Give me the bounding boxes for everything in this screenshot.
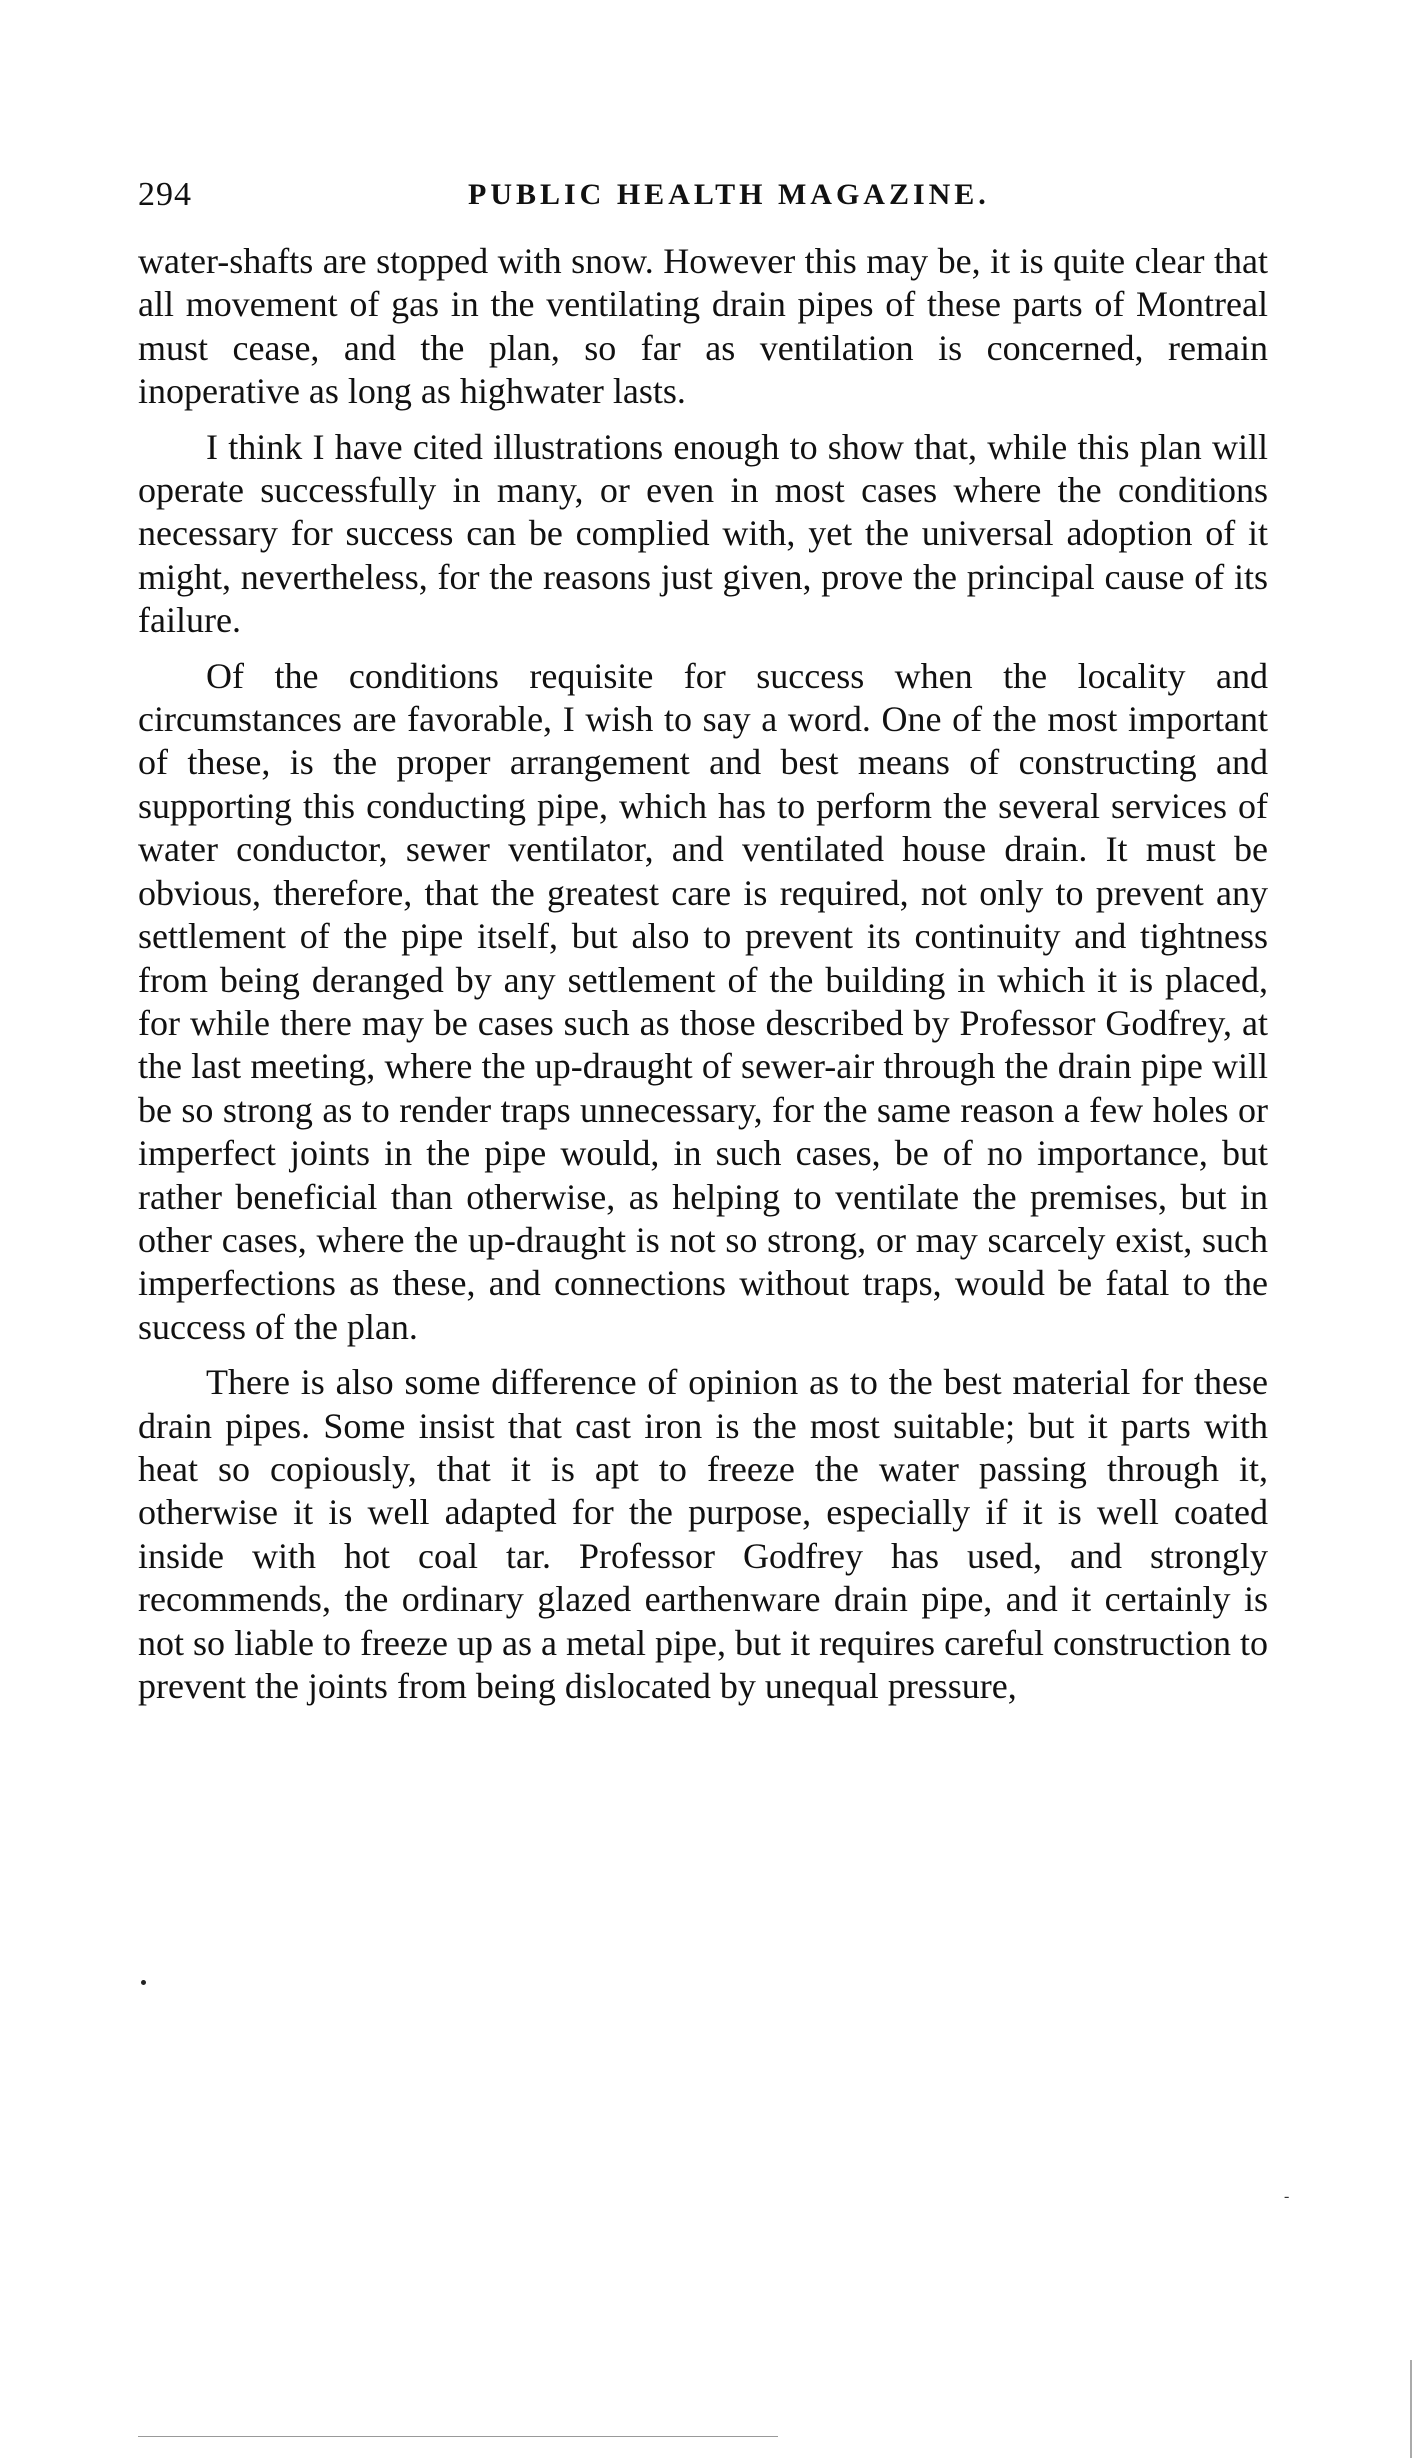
paragraph-4: There is also some difference of opinion as to the best material for these drain pipes. Some insist that cast iron is the most suitable; but it parts with heat so copiously, that it is apt to freeze the water passing through it, otherwise it is well adapted for the purpose, especially if it is well coated inside with hot coal tar. Professor Godfrey has used, and strongly recommends, the ordinary glazed earthenware drain pipe, and it certainly is not so liable to freeze up as a metal pipe, but it requires careful construction to prevent the joints from being dislocated by unequal pressure, bbox=[138, 1362, 1268, 1706]
page-number: 294 bbox=[138, 176, 192, 213]
paragraph-1: water-shafts are stopped with snow. However this may be, it is quite clear that all movement of gas in the ventilating drain pipes of these parts of Montreal must cease, and the plan, so far as ventilation is concerned, remain inoperative as long as highwater lasts. bbox=[138, 241, 1268, 412]
paragraph-2: I think I have cited illustrations enough to show that, while this plan will operate successfully in many, or even in most cases where the conditions necessary for success can be complied with, yet the universal adoption of it might, nevertheless, for the reasons just given, prove the principal cause of its failure. bbox=[138, 426, 1268, 641]
paragraph-3: Of the conditions requisite for success when the locality and circumstances are favorable, I wish to say a word. One of the most important of these, is the proper arrangement and best means of constructing and supporting this conducting pipe, which has to perform the several services of water conductor, sewer ventilator, and ventilated house drain. It must be obvious, therefore, that the greatest care is required, not only to prevent any settlement of the pipe itself, but also to prevent its continuity and tightness from being deranged by any settlement of the building in which it is placed, for while there may be cases such as those described by Professor Godfrey, at the last meeting, where the up-draught of sewer-air through the drain pipe will be so strong as to render traps unnecessary, for the same reason a few holes or imperfect joints in the pipe would, in such cases, be of no importance, but rather beneficial than otherwise, as helping to ventilate the premises, but in other cases, where the up-draught is not so strong, or may scarcely exist, such imperfections as these, and connections without traps, would be fatal to the success of the plan. bbox=[138, 655, 1268, 1347]
page-header bbox=[138, 176, 1268, 236]
running-title: PUBLIC HEALTH MAGAZINE. bbox=[468, 178, 990, 211]
margin-mark: - bbox=[1284, 2188, 1290, 2205]
page-edge bbox=[1410, 2360, 1412, 2458]
bottom-rule bbox=[138, 2436, 778, 2437]
ink-dot bbox=[141, 1980, 146, 1985]
body-text bbox=[138, 240, 1268, 1720]
